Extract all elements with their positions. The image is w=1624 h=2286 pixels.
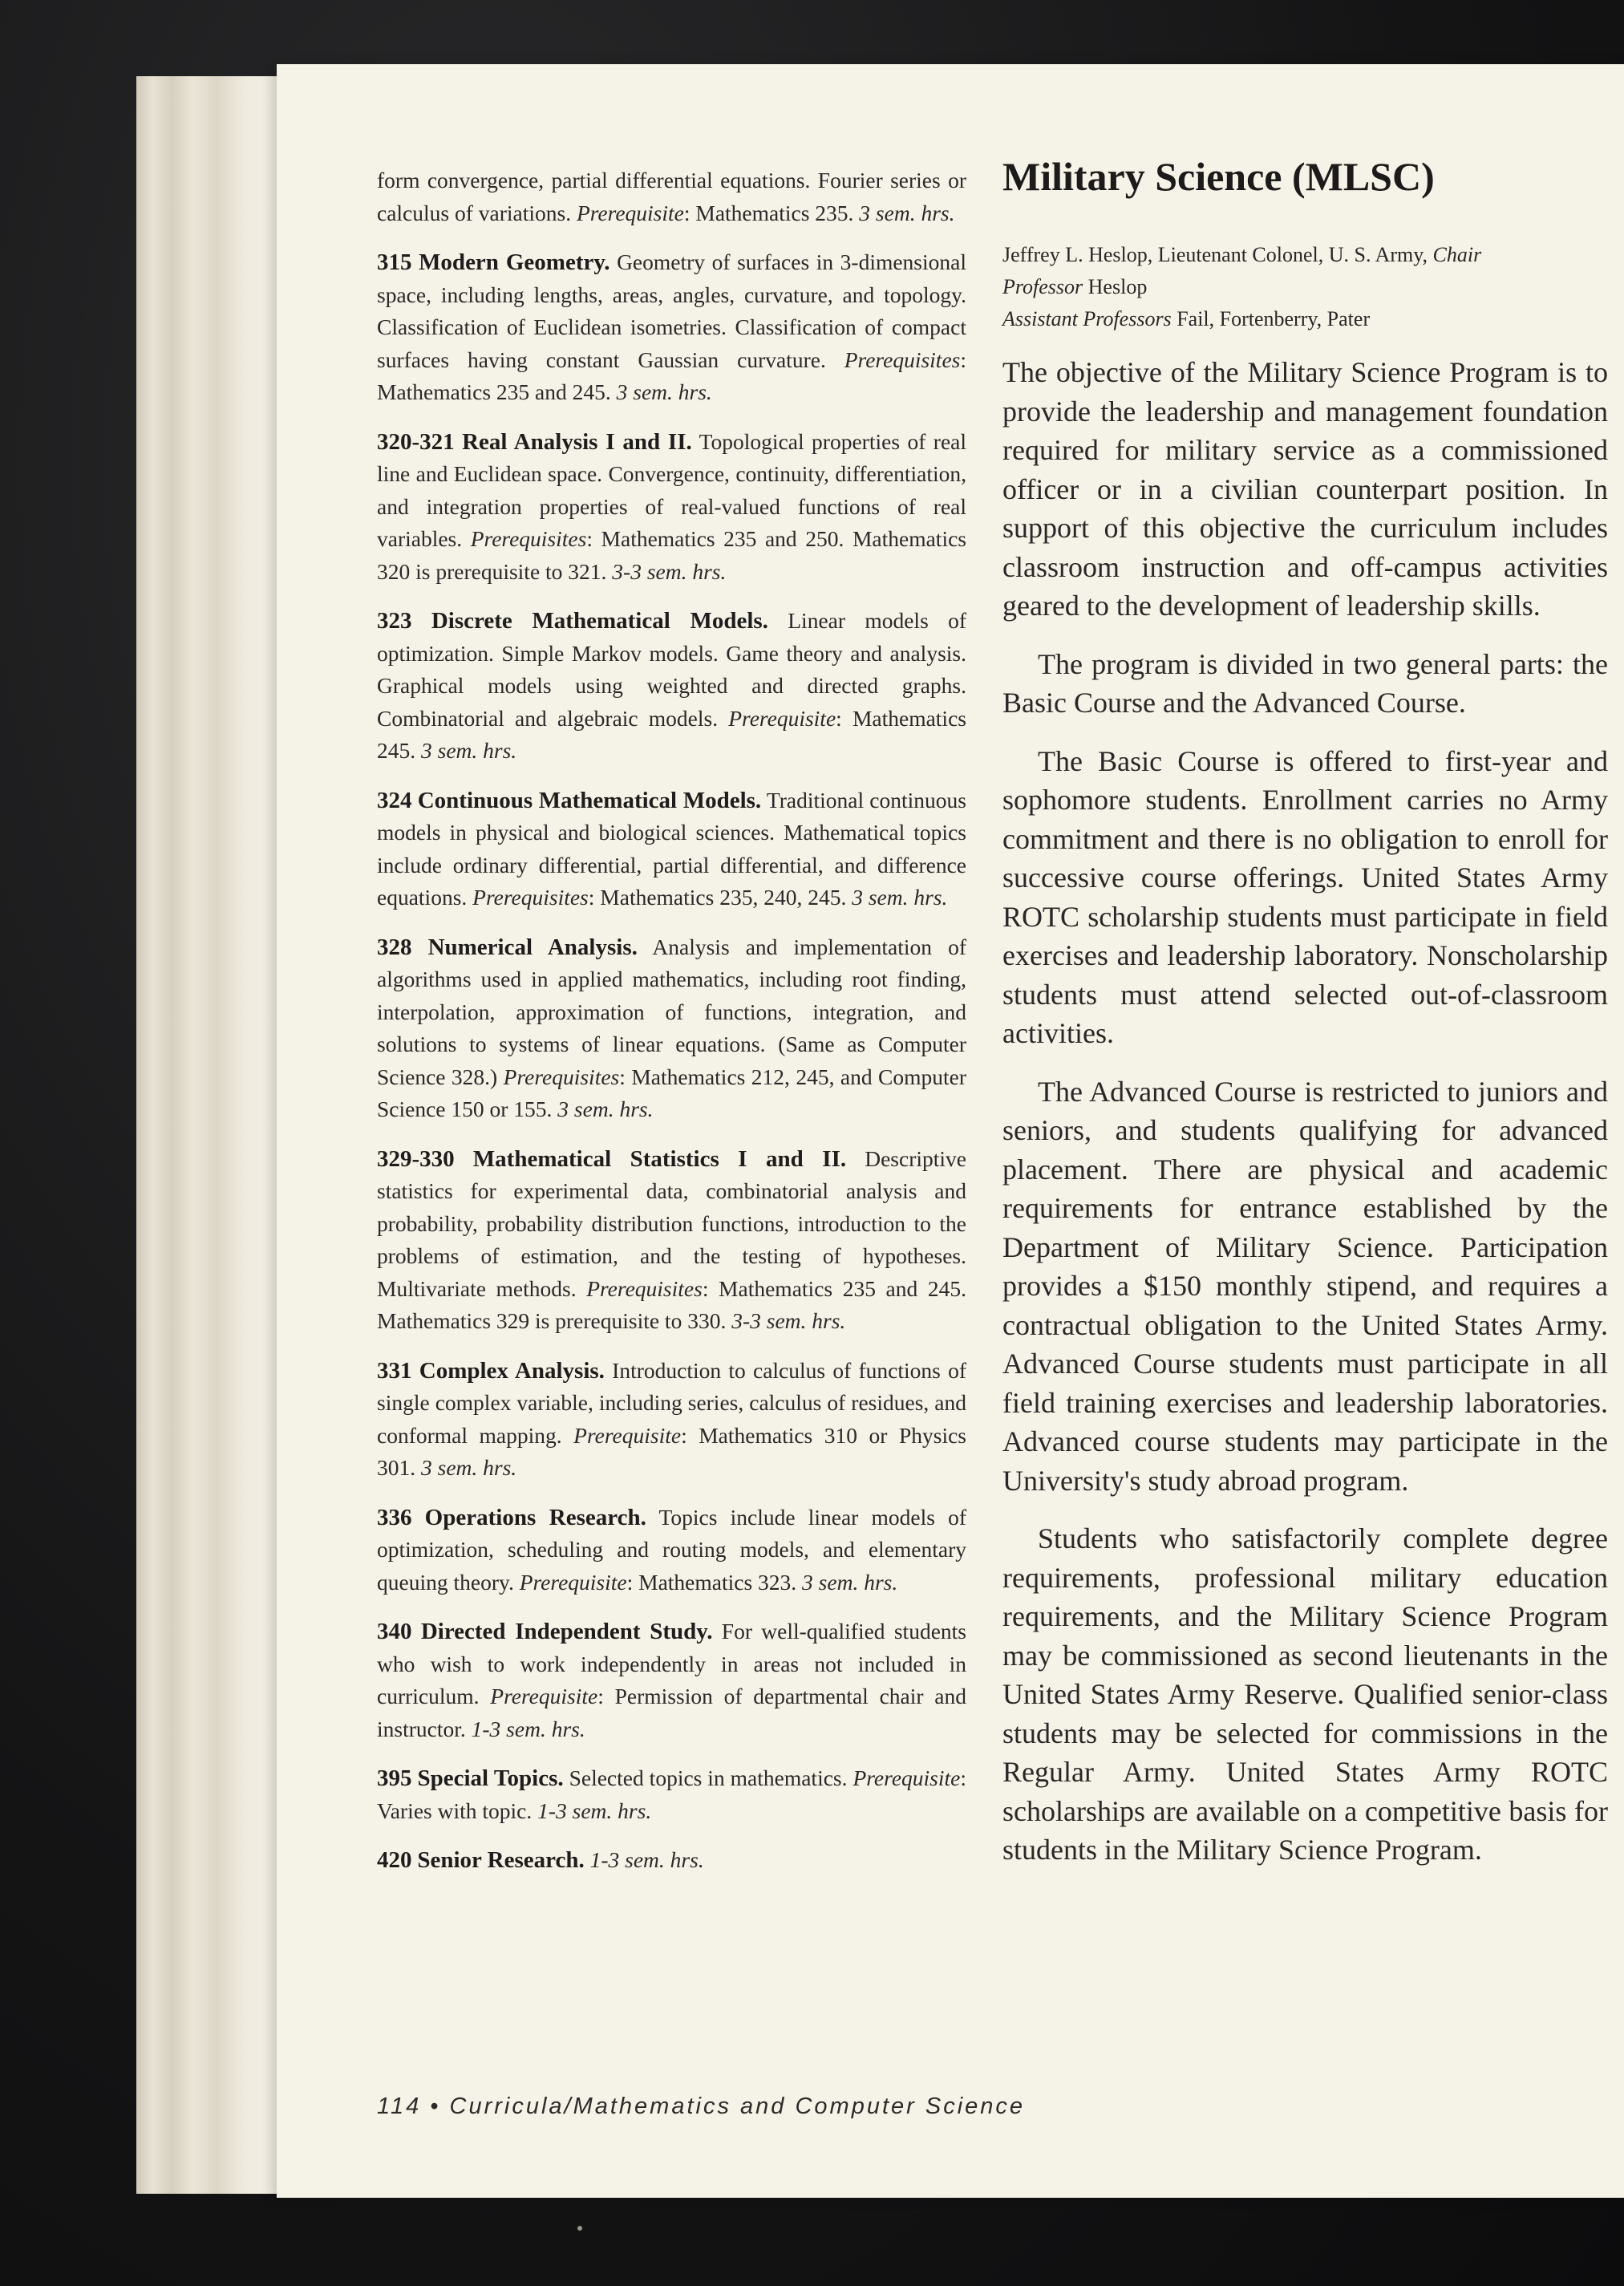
- course-title: Directed Independent Study.: [420, 1619, 713, 1644]
- course-entry: [377, 1355, 966, 1485]
- credit-hours: 3 sem. hrs.: [421, 738, 517, 763]
- prerequisite-text: : Mathematics 245.: [377, 705, 966, 763]
- prerequisite-label: Prerequisite: [519, 1569, 627, 1595]
- course-number: 336: [377, 1504, 412, 1530]
- credit-hours: 1-3 sem. hrs.: [537, 1798, 652, 1823]
- prerequisite-text: : Mathematics 235 and 245. Mathematics 329 is prerequisite to 330.: [377, 1275, 966, 1333]
- course-title: Numerical Analysis.: [427, 934, 638, 960]
- course-entry: [377, 246, 966, 409]
- course-title: Real Analysis I and II.: [462, 428, 692, 455]
- professor-names: Heslop: [1083, 275, 1148, 298]
- course-entry: [377, 784, 966, 914]
- course-entry: [377, 1143, 966, 1338]
- course-title: Continuous Mathematical Models.: [417, 787, 762, 813]
- course-title: Complex Analysis.: [419, 1357, 605, 1384]
- course-description: Selected topics in mathematics.: [563, 1765, 853, 1790]
- course-title: Modern Geometry.: [419, 249, 610, 275]
- credit-hours: 3 sem. hrs.: [616, 379, 712, 404]
- prerequisite-text: : Mathematics 310 or Physics 301.: [377, 1422, 966, 1480]
- prerequisite-label: Prerequisite: [852, 1765, 961, 1790]
- course-description: Traditional continuous models in physical and biological sciences. Mathematical topics include ordinary differential, partial differential, and difference equations.: [377, 787, 966, 910]
- prerequisite-label: Prerequisite: [576, 200, 684, 225]
- military-science-section: [1002, 152, 1608, 1889]
- course-number: 331: [377, 1357, 412, 1384]
- course-title: Operations Research.: [424, 1504, 646, 1530]
- course-description: Geometry of surfaces in 3-dimensional space, including lengths, areas, angles, curvature, and topology. Classification of Euclidean isometries. Classification of compact surfaces having constant Gaussian curvature.: [377, 249, 966, 372]
- prerequisite-text: : Mathematics 235 and 250. Mathematics 320 is prerequisite to 321.: [377, 526, 966, 584]
- prerequisite-text: : Permission of departmental chair and instructor.: [377, 1684, 966, 1741]
- paragraph: The program is divided in two general parts: the Basic Course and the Advanced Course.: [1002, 647, 1608, 719]
- page-footer: 114 • Curricula/Mathematics and Computer Science: [377, 2093, 1026, 2119]
- prerequisite-label: Prerequisites: [470, 526, 587, 551]
- course-entry: [377, 1762, 966, 1827]
- course-number: 329-330: [377, 1145, 455, 1172]
- course-number: 420: [377, 1847, 412, 1873]
- paragraph: Students who satisfactorily complete degree requirements, professional military education requirements, and the Military Science Program may be commissioned as second lieutenants in the United States Army Reserve. Qualified senior-class students may be selected for commissions in the Regular Army. United States Army ROTC scholarships are available on a competitive basis for students in the Military Science Program.: [1002, 1522, 1608, 1866]
- prerequisite-text: : Mathematics 212, 245, and Computer Science 150 or 155.: [377, 1064, 966, 1121]
- prerequisite-label: Prerequisites: [586, 1275, 703, 1301]
- course-description: form convergence, partial differential equations. Fourier series or calculus of variations.: [377, 168, 966, 225]
- course-description: Linear models of optimization. Simple Markov models. Game theory and analysis. Graphical models using weighted and directed graphs. Combinatorial and algebraic models.: [377, 608, 967, 731]
- paragraph: The Advanced Course is restricted to juniors and seniors, and students qualifying for advanced placement. There are physical and academic requirements for entrance established by the Department of Military Science. Participation provides a $150 monthly stipend, and requires a contractual obligation to the United States Army. Advanced Course students must participate in all field training exercises and leadership laboratories. Advanced course students may participate in the University's study abroad program.: [1002, 1075, 1608, 1497]
- assistant-names: Fail, Fortenberry, Pater: [1171, 307, 1371, 330]
- course-list: [377, 164, 966, 1894]
- course-title: Mathematical Statistics I and II.: [472, 1145, 847, 1172]
- professor-role: Professor: [1002, 275, 1083, 298]
- course-entry: [377, 164, 966, 229]
- assistant-role: Assistant Professors: [1002, 307, 1172, 330]
- course-entry: [377, 605, 966, 768]
- course-description: Introduction to calculus of functions of single complex variable, including series, calculus of residues, and conformal mapping.: [377, 1357, 966, 1448]
- assistant-line: [1002, 303, 1608, 335]
- course-description: [585, 1847, 590, 1872]
- course-title: Discrete Mathematical Models.: [431, 608, 768, 634]
- course-entry: [377, 1844, 966, 1877]
- course-description: Descriptive statistics for experimental data, combinatorial analysis and probability, probability distribution functions, introduction to the problems of estimation, and the testing of hypotheses. Multivariate methods.: [377, 1145, 966, 1301]
- credit-hours: 3 sem. hrs.: [802, 1569, 898, 1595]
- course-description: For well-qualified students who wish to work independently in areas not included in curriculum.: [377, 1619, 966, 1708]
- credit-hours: 3 sem. hrs.: [421, 1455, 517, 1480]
- paper-speck: [577, 2226, 582, 2231]
- credit-hours: 1-3 sem. hrs.: [589, 1847, 704, 1872]
- course-number: 395: [377, 1765, 412, 1791]
- course-number: 328: [377, 934, 412, 960]
- prerequisite-text: : Mathematics 235 and 245.: [377, 347, 966, 404]
- course-number: 320-321: [377, 428, 455, 455]
- course-entry: [377, 426, 966, 589]
- course-entry: [377, 1502, 966, 1599]
- prerequisite-text: : Mathematics 323.: [626, 1569, 803, 1595]
- professor-line: [1002, 271, 1608, 303]
- credit-hours: 3 sem. hrs.: [852, 885, 948, 910]
- faculty-list: [1002, 239, 1608, 335]
- course-description: Topics include linear models of optimization, scheduling and routing models, and elementary queuing theory.: [377, 1504, 966, 1595]
- prerequisite-label: Prerequisites: [844, 347, 961, 372]
- credit-hours: 3-3 sem. hrs.: [731, 1308, 846, 1333]
- prerequisite-text: : Mathematics 235.: [683, 200, 860, 225]
- course-entry: [377, 1615, 966, 1745]
- prerequisite-label: Prerequisite: [728, 705, 836, 731]
- chair-name: Jeffrey L. Heslop, Lieutenant Colonel, U. S. Army,: [1002, 243, 1433, 266]
- course-title: Senior Research.: [417, 1847, 585, 1873]
- prerequisite-text: : Mathematics 235, 240, 245.: [588, 885, 852, 910]
- course-number: 340: [377, 1619, 412, 1644]
- chair-line: [1002, 239, 1608, 271]
- course-number: 324: [377, 787, 412, 813]
- course-number: 323: [377, 608, 412, 634]
- prerequisite-label: Prerequisite: [573, 1422, 682, 1448]
- prerequisite-text: : Varies with topic.: [377, 1765, 966, 1823]
- course-title: Special Topics.: [417, 1765, 564, 1791]
- course-number: 315: [377, 249, 412, 275]
- credit-hours: 3 sem. hrs.: [859, 200, 955, 225]
- prerequisite-label: Prerequisites: [503, 1064, 620, 1089]
- course-description: Topological properties of real line and Euclidean space. Convergence, continuity, differentiation, and integration properties of real-valued functions of real variables.: [377, 428, 966, 551]
- paragraph: The Basic Course is offered to first-year and sophomore students. Enrollment carries no Army commitment and there is no obligation to enroll for successive course offerings. United States Army ROTC scholarship students must participate in field exercises and leadership laboratory. Nonscholarship students must attend selected out-of-classroom activities.: [1002, 744, 1608, 1049]
- course-entry: [377, 931, 966, 1126]
- prerequisite-label: Prerequisite: [490, 1684, 598, 1708]
- credit-hours: 3 sem. hrs.: [557, 1096, 654, 1121]
- course-description: Analysis and implementation of algorithms used in applied mathematics, including root finding, interpolation, approximation of functions, integration, and solutions to systems of linear equations. (Same as Computer Science 328.): [377, 934, 967, 1089]
- section-heading: Military Science (MLSC): [1002, 154, 1435, 199]
- credit-hours: 1-3 sem. hrs.: [471, 1716, 585, 1741]
- chair-role: Chair: [1432, 243, 1482, 266]
- prerequisite-label: Prerequisites: [472, 885, 589, 910]
- credit-hours: 3-3 sem. hrs.: [612, 558, 727, 584]
- paragraph: The objective of the Military Science Program is to provide the leadership and management foundation required for military service as a commissioned officer or in a civilian counterpart position. In support of this objective the curriculum includes classroom instruction and off-campus activities geared to the development of leadership skills.: [1002, 356, 1608, 622]
